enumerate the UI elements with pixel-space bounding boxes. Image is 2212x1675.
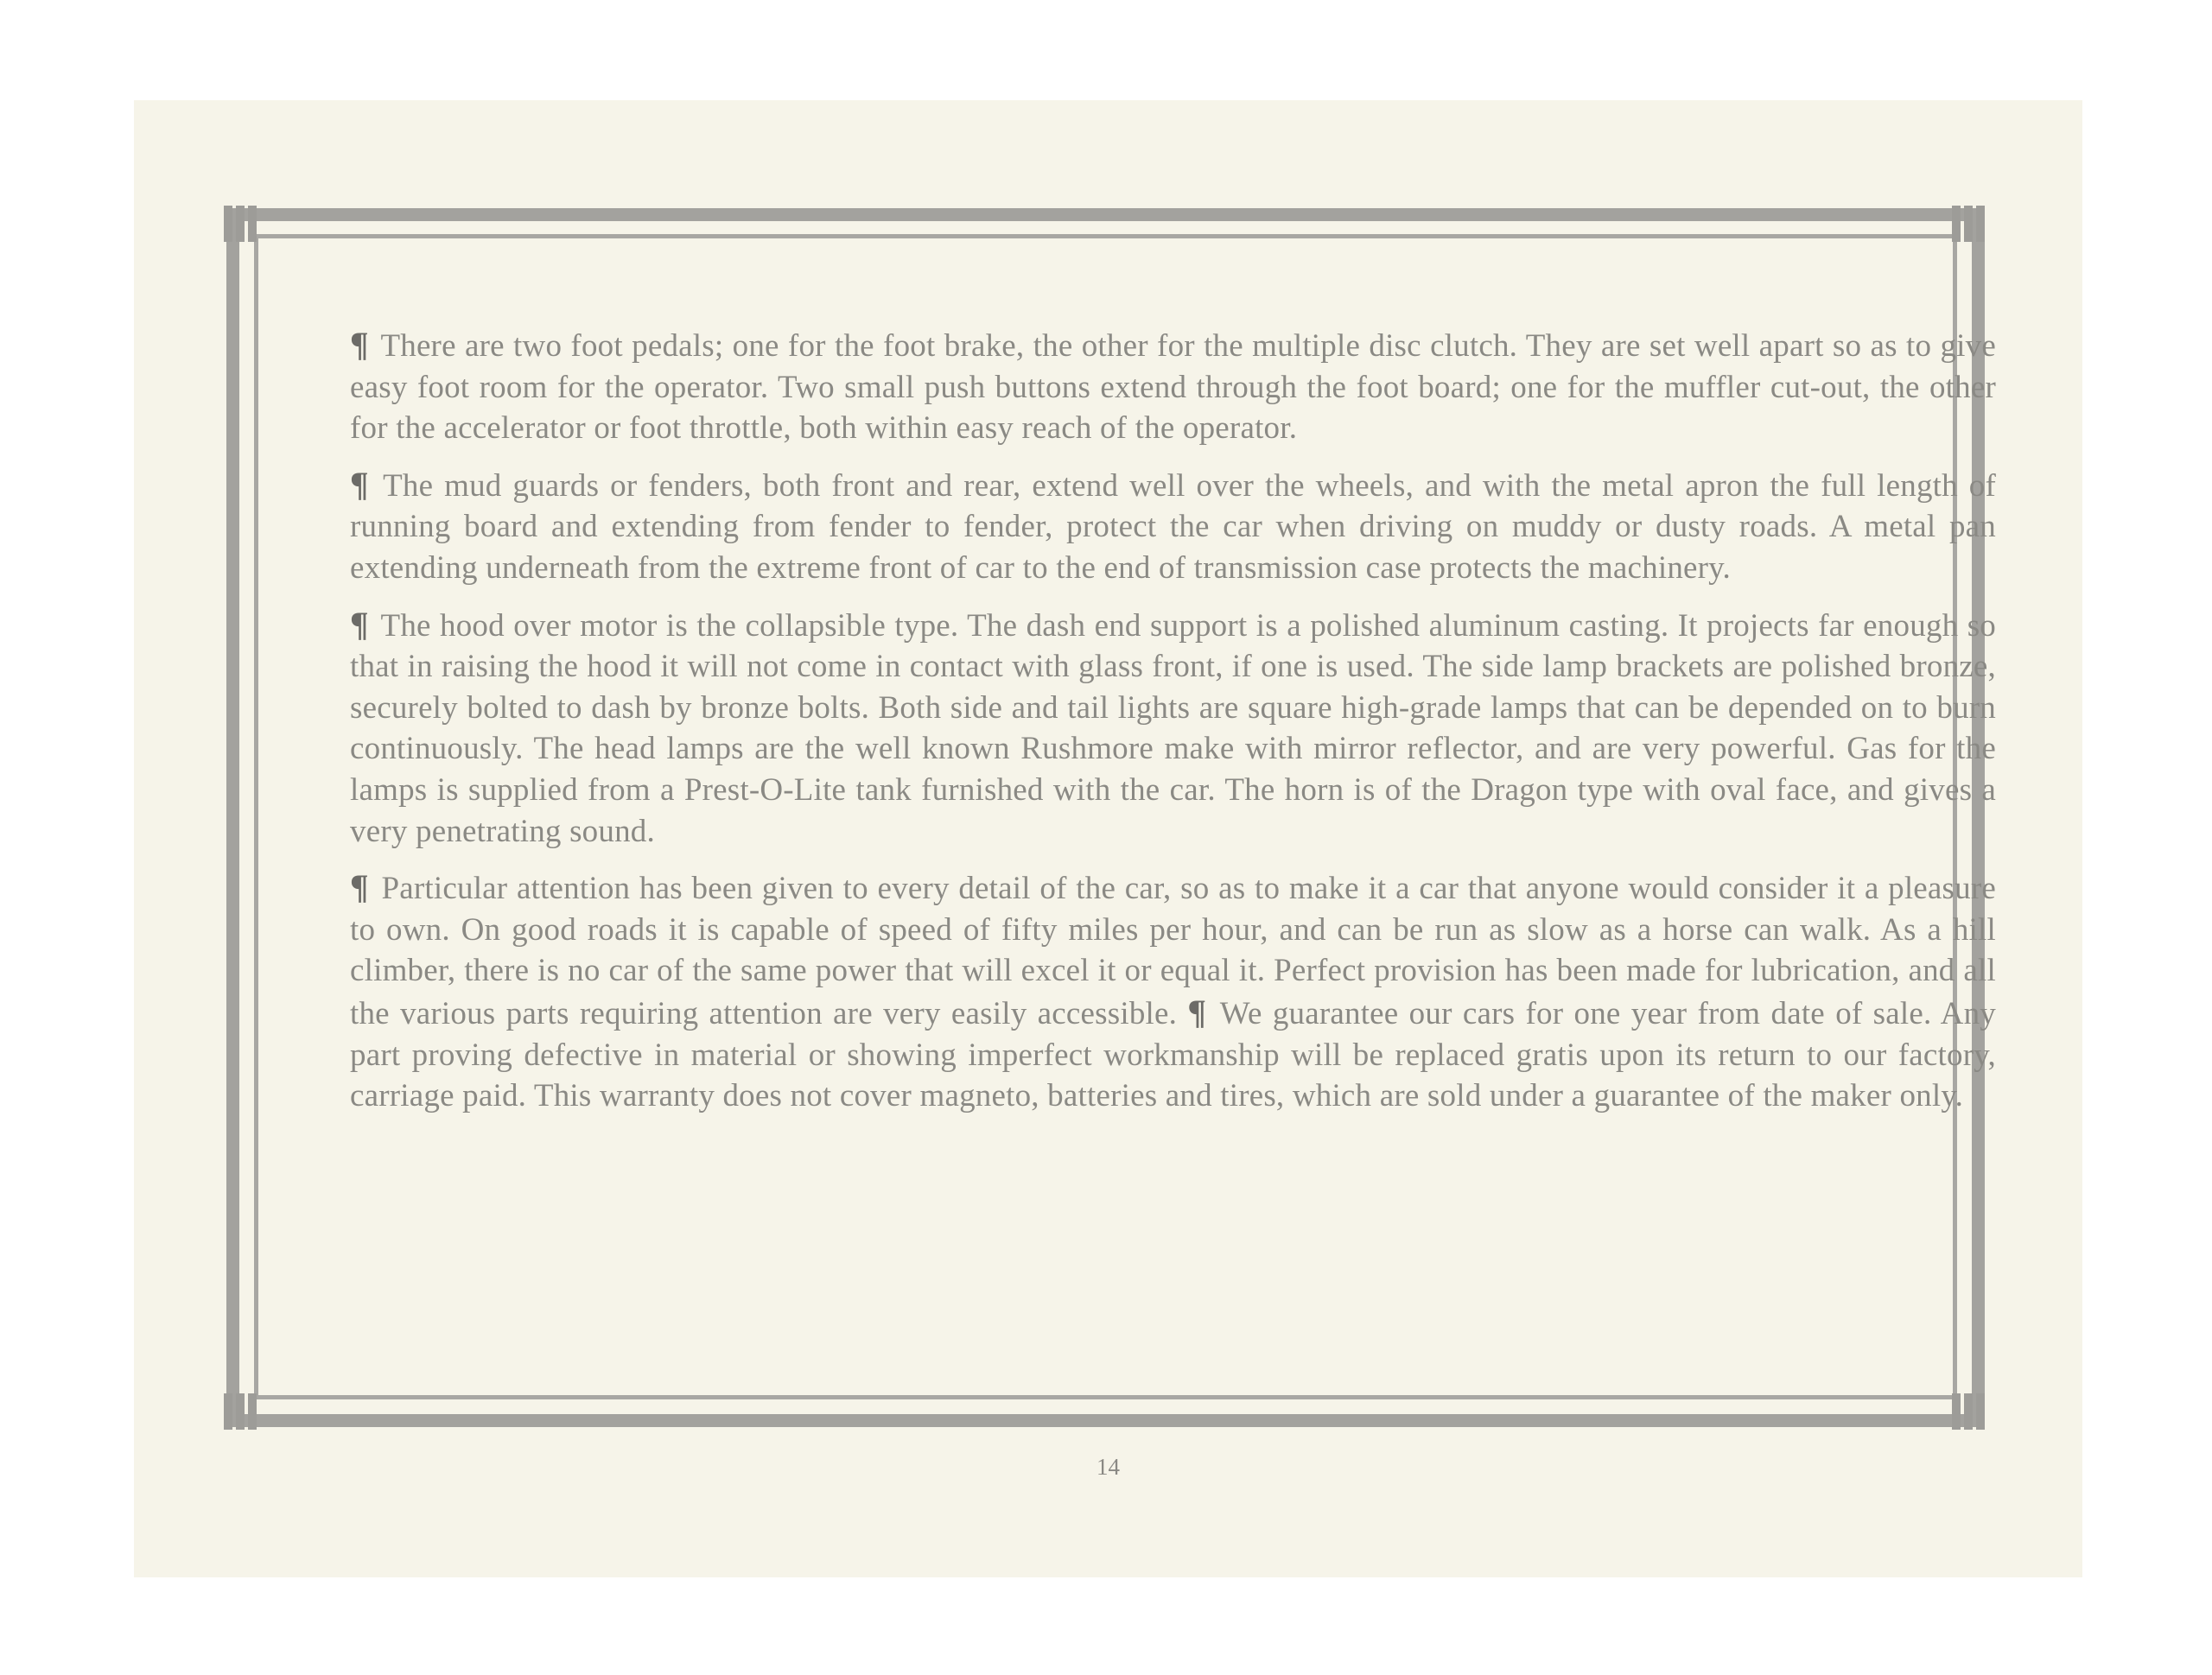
paragraph-mud-guards — [350, 464, 1996, 589]
paragraph-text: There are two foot pedals; one for the foot brake, the other for the multiple disc clutch. They are set well apart so as to give easy foot room for the operator. Two small push buttons extend through the foot board; one for the muffler cut-out, the other for the accelerator or foot throttle, both within easy reach of the operator. — [350, 328, 1996, 447]
corner-ornament-bottom-left — [224, 1393, 260, 1430]
paragraph-attention-warranty — [350, 866, 1996, 1117]
paragraph-text-warranty: We guarantee our cars for one year from date of sale. Any part proving defective in material or showing imperfect workmanship will be replaced gratis upon its return to our factory, carriage paid. This warranty does not cover magneto, batteries and tires, which are sold under a guarantee of the maker only. — [350, 995, 1996, 1114]
pilcrow-icon: ¶ — [350, 325, 369, 364]
document-page — [134, 100, 2082, 1577]
corner-ornament-bottom-right — [1952, 1393, 1988, 1430]
pilcrow-icon: ¶ — [350, 604, 369, 644]
paragraph-foot-pedals — [350, 324, 1996, 449]
paragraph-text: The mud guards or fenders, both front and rear, extend well over the wheels, and with the metal apron the full length of running board and extending from fender to fender, protect the car when driving on muddy or dusty roads. A metal pan extending underneath from the extreme front of car to the end of transmission case protects the machinery. — [350, 467, 1996, 586]
corner-ornament-top-right — [1952, 206, 1988, 242]
page-number: 14 — [1096, 1454, 1120, 1480]
pilcrow-icon: ¶ — [350, 464, 369, 504]
corner-ornament-top-left — [224, 206, 260, 242]
body-text — [350, 324, 1996, 1132]
pilcrow-icon: ¶ — [1187, 992, 1207, 1031]
paragraph-text: Particular attention has been given to every detail of the car, so as to make it a car that anyone would consider it a pleasure to own. On good roads it is capable of speed of fifty miles per hour, and can be run as slow as a horse can walk. As a hill climber, there is no car of the same power that will excel it or equal it. Perfect provision has been made for lubrication, and all the various parts requiring attention are very easily accessible. — [350, 871, 1996, 1031]
paragraph-hood — [350, 604, 1996, 853]
paragraph-text: The hood over motor is the collapsible type. The dash end support is a polished aluminum casting. It projects far enough so that in raising the hood it will not come in contact with glass front, if one is used. The side lamp brackets are polished bronze, securely bolted to dash by bronze bolts. Both side and tail lights are square high-grade lamps that can be depended on to burn continuously. The head lamps are the well known Rushmore make with mirror reflector, and are very powerful. Gas for the lamps is supplied from a Prest-O-Lite tank furnished with the car. The horn is of the Dragon type with oval face, and gives a very penetrating sound. — [350, 607, 1996, 849]
pilcrow-icon: ¶ — [350, 867, 369, 907]
